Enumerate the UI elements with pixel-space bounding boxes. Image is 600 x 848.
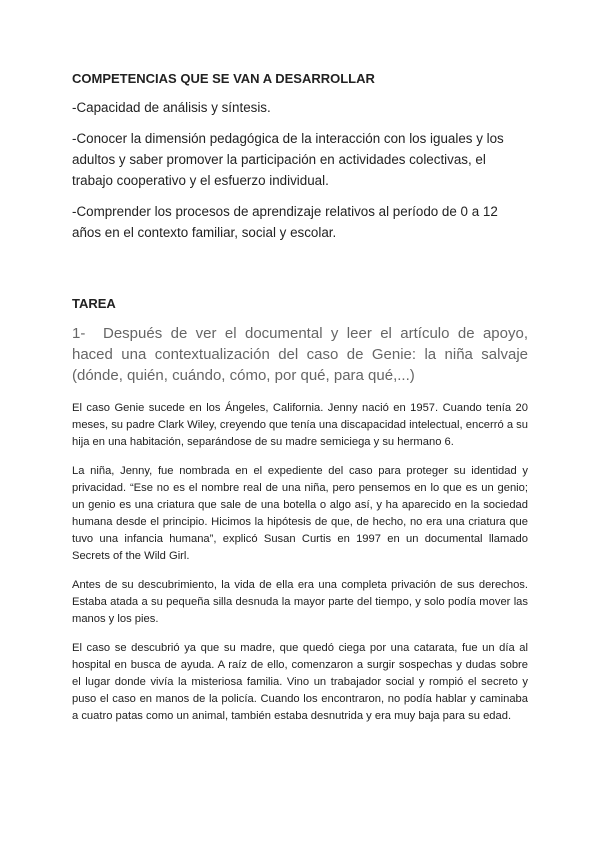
competencias-list <box>72 97 528 243</box>
question-number: 1- <box>72 325 86 342</box>
answer-paragraph: El caso se descubrió ya que su madre, que quedó ciega por una catarata, fue un día al hospital en busca de ayuda. A raíz de ello, comenzaron a surgir sospechas y dudas sobre el lugar donde vivía la misteriosa familia. Vino un trabajador social y rompió el secreto y puso el caso en manos de la policía. Cuando los encontraron, no podía hablar y caminaba a cuatro patas como un animal, también estaba desnutrida y era muy baja para su edad. <box>72 642 528 722</box>
answer-body <box>72 400 528 725</box>
tarea-heading: TAREA <box>72 296 116 311</box>
answer-paragraph: Antes de su descubrimiento, la vida de ella era una completa privación de sus derechos. Estaba atada a su pequeña silla desnuda la mayor parte del tiempo, y solo podía mover las manos y los pies. <box>72 579 528 625</box>
task-question <box>72 323 528 386</box>
competencia-item: -Conocer la dimensión pedagógica de la interacción con los iguales y los adultos y saber promover la participación en actividades colectivas, el trabajo cooperativo y el esfuerzo individual. <box>72 131 504 188</box>
document-page <box>72 70 528 737</box>
competencias-heading: COMPETENCIAS QUE SE VAN A DESARROLLAR <box>72 71 375 86</box>
answer-paragraph: El caso Genie sucede en los Ángeles, California. Jenny nació en 1957. Cuando tenía 20 meses, su padre Clark Wiley, creyendo que tenía una discapacidad intelectual, encerró a su hija en una habitación, separándose de su madre semiciega y su hermano 6. <box>72 402 528 448</box>
answer-paragraph: La niña, Jenny, fue nombrada en el expediente del caso para proteger su identidad y privacidad. “Ese no es el nombre real de una niña, pero pensemos en lo que es un genio; un genio es una criatura que sale de una botella o algo así, y ha aparecido en la sociedad humana desde el principio. Hicimos la hipótesis de que, de hecho, no era una criatura que tuvo una infancia humana”, explicó Susan Curtis en 1997 en un documental llamado Secrets of the Wild Girl. <box>72 465 528 562</box>
competencia-item: -Comprender los procesos de aprendizaje relativos al período de 0 a 12 años en el contexto familiar, social y escolar. <box>72 204 498 240</box>
question-text: Después de ver el documental y leer el artículo de apoyo, haced una contextualización del caso de Genie: la niña salvaje (dónde, quién, cuándo, cómo, por qué, para qué,...) <box>72 325 528 384</box>
competencia-item: -Capacidad de análisis y síntesis. <box>72 100 271 115</box>
